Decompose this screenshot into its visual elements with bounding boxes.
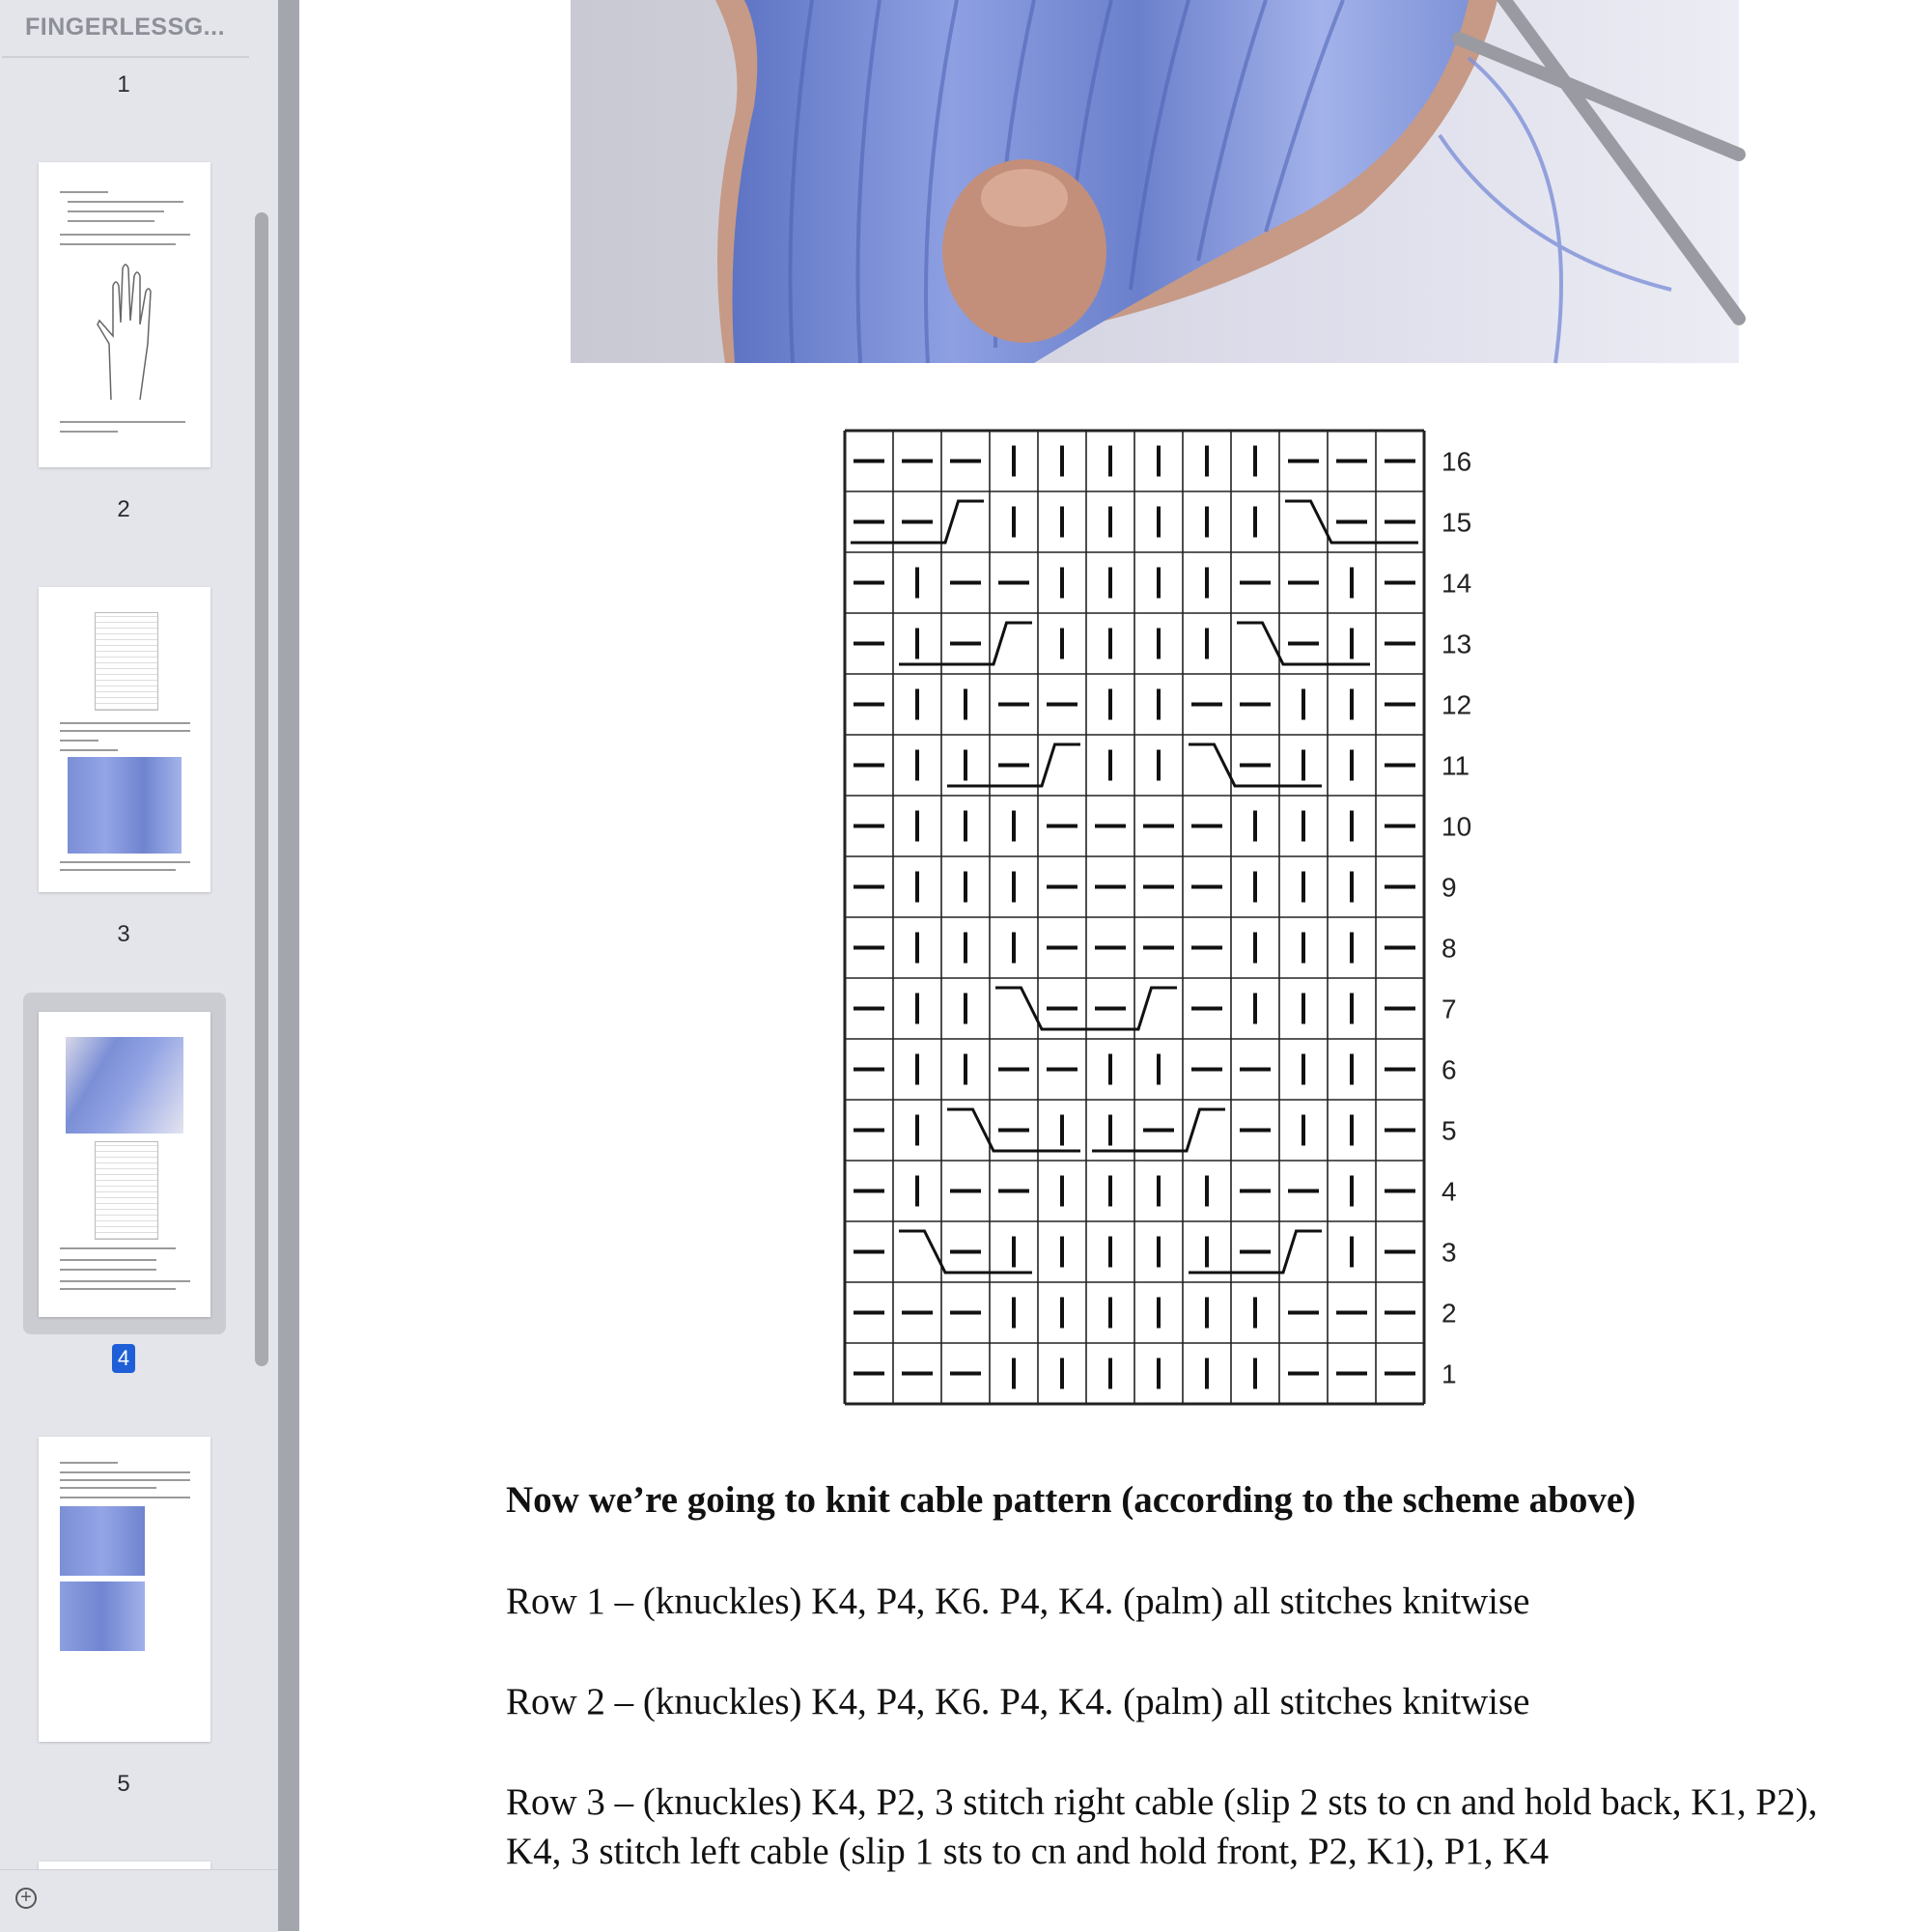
cable-chart	[830, 419, 1506, 1389]
page-number-2[interactable]: 2	[117, 496, 130, 522]
row-number-label: 7	[1441, 994, 1457, 1024]
sidebar-splitter[interactable]	[278, 0, 299, 1931]
row-3-instruction: Row 3 – (knuckles) K4, P2, 3 stitch right cable (slip 2 sts to cn and hold back, K1, P2), K4, 3 stitch left cable (slip 1 sts to cn and hold front, P2, K1), P1, K4	[506, 1781, 1818, 1872]
page-number-3[interactable]: 3	[117, 921, 130, 947]
row-number-label: 16	[1441, 446, 1472, 477]
sidebar-scrollbar[interactable]	[255, 212, 268, 1366]
instructions-heading: Now we’re going to knit cable pattern (according to the scheme above)	[506, 1479, 1637, 1521]
row-number-label: 2	[1441, 1298, 1457, 1329]
thumbnail-sidebar	[0, 0, 278, 1931]
document-title: FINGERLESSG...	[25, 14, 226, 41]
row-number-label: 3	[1441, 1237, 1457, 1268]
page-thumbnail-5[interactable]	[39, 1437, 210, 1742]
row-number-label: 10	[1441, 811, 1472, 842]
row-number-label: 4	[1441, 1176, 1457, 1207]
page-thumbnail-3[interactable]	[39, 587, 210, 892]
row-number-label: 14	[1441, 568, 1472, 599]
row-number-label: 9	[1441, 872, 1457, 903]
row-number-label: 6	[1441, 1054, 1457, 1085]
row-number-label: 12	[1441, 689, 1472, 720]
row-number-label: 8	[1441, 933, 1457, 964]
page-number-4-selected[interactable]: 4	[0, 1344, 247, 1373]
row-number-label: 13	[1441, 629, 1472, 659]
page-number-1[interactable]: 1	[117, 71, 130, 98]
plus-circle-icon[interactable]: +	[15, 1888, 37, 1909]
page-thumbnail-4[interactable]	[39, 1012, 210, 1317]
row-number-label: 11	[1441, 750, 1470, 781]
knitting-photo	[571, 0, 1739, 363]
row-2-instruction: Row 2 – (knuckles) K4, P4, K6. P4, K4. (palm) all stitches knitwise	[506, 1681, 1530, 1722]
page-thumbnail-2[interactable]	[39, 162, 210, 467]
page-number-5[interactable]: 5	[117, 1771, 130, 1797]
hand-drawing-icon	[92, 257, 159, 402]
row-number-label: 5	[1441, 1115, 1457, 1146]
row-number-label: 1	[1441, 1358, 1457, 1389]
sidebar-divider	[2, 56, 249, 58]
row-number-label: 15	[1441, 507, 1472, 538]
row-1-instruction: Row 1 – (knuckles) K4, P4, K6. P4, K4. (palm) all stitches knitwise	[506, 1581, 1530, 1622]
cable-chart-svg	[830, 419, 1506, 1389]
sidebar-footer	[0, 1869, 278, 1932]
